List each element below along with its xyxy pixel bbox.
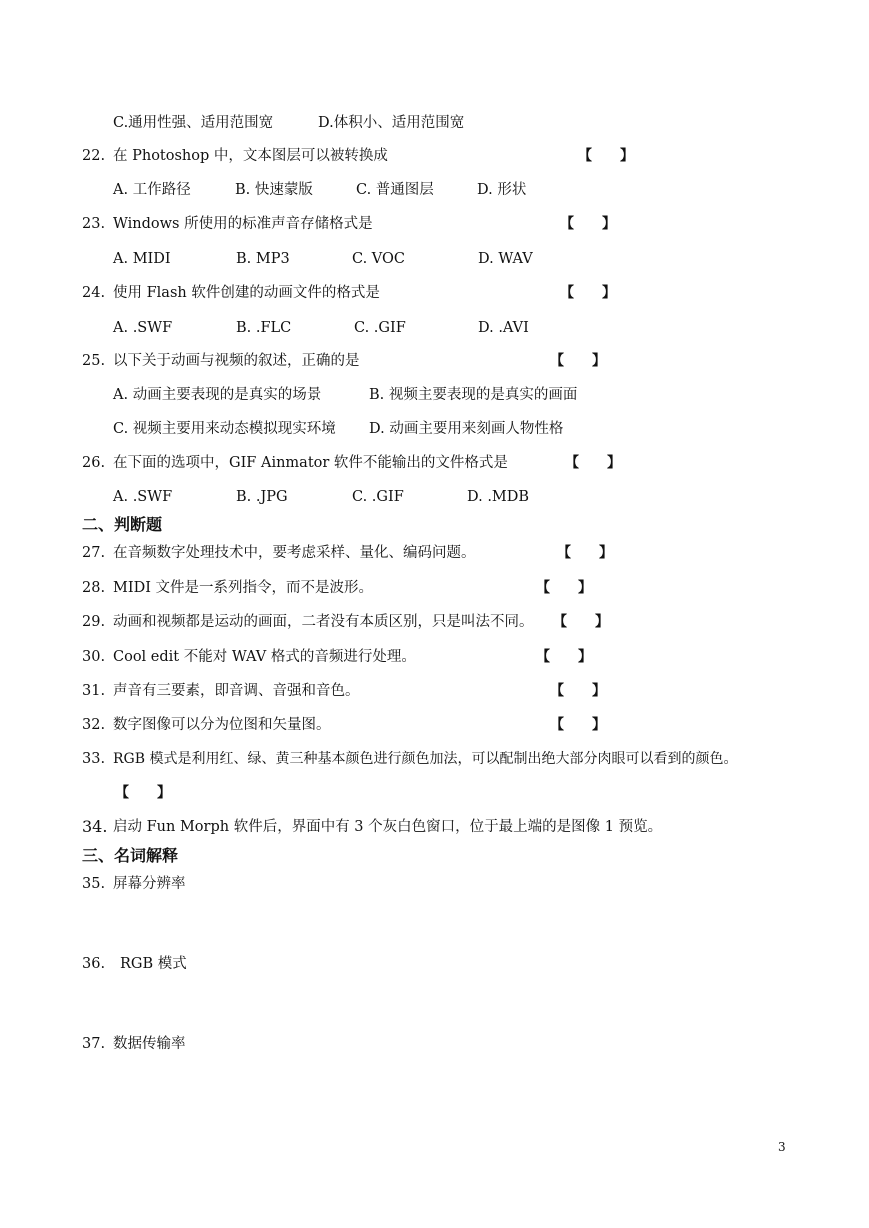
- question-number: 32.: [82, 717, 106, 733]
- question-text: 动画和视频都是运动的画面，二者没有本质区别，只是叫法不同。: [113, 614, 534, 630]
- answer-bracket: 【 】: [560, 285, 616, 301]
- question-number: 35.: [82, 876, 106, 892]
- option-a: A. MIDI: [113, 251, 171, 267]
- option-d: D. WAV: [478, 251, 533, 267]
- option-b: B. MP3: [236, 251, 290, 267]
- option-d: D.体积小、适用范围宽: [318, 115, 465, 131]
- question-text: Windows 所使用的标准声音存储格式是: [113, 216, 373, 232]
- question-text: 启动 Fun Morph 软件后，界面中有 3 个灰白色窗口，位于最上端的是图像 1 预览。: [113, 819, 663, 835]
- question-text: 以下关于动画与视频的叙述，正确的是: [113, 353, 360, 369]
- question-text: 声音有三要素，即音调、音强和音色。: [113, 683, 360, 699]
- answer-bracket: 【 】: [536, 580, 592, 596]
- question-number: 23.: [82, 216, 106, 232]
- question-number: 22.: [82, 148, 106, 164]
- answer-bracket: 【 】: [553, 614, 609, 630]
- question-number: 26.: [82, 455, 106, 471]
- option-c: C. 普通图层: [356, 182, 434, 198]
- option-c: C. .GIF: [354, 320, 406, 336]
- option-b: B. 快速蒙版: [235, 182, 313, 198]
- option-b: B. .JPG: [236, 489, 288, 505]
- question-number: 37.: [82, 1036, 106, 1052]
- question-text: 数据传输率: [113, 1036, 186, 1052]
- question-text: 在 Photoshop 中，文本图层可以被转换成: [113, 148, 388, 164]
- option-d: D. 形状: [477, 182, 527, 198]
- question-number: 24.: [82, 285, 106, 301]
- answer-bracket: 【 】: [560, 216, 616, 232]
- question-number: 28.: [82, 580, 106, 596]
- answer-bracket: 【 】: [536, 649, 592, 665]
- question-number: 36.: [82, 956, 106, 972]
- question-text: RGB 模式: [120, 956, 187, 972]
- option-d: D. 动画主要用来刻画人物性格: [369, 421, 564, 437]
- question-number: 29.: [82, 614, 106, 630]
- question-text: MIDI 文件是一系列指令，而不是波形。: [113, 580, 374, 596]
- answer-bracket: 【 】: [578, 148, 634, 164]
- option-d: D. .MDB: [467, 489, 530, 505]
- question-number: 31.: [82, 683, 106, 699]
- option-b: B. 视频主要表现的是真实的画面: [369, 387, 578, 403]
- answer-bracket: 【 】: [550, 683, 606, 699]
- question-text: RGB 模式是利用红、绿、黄三种基本颜色进行颜色加法，可以配制出绝大部分肉眼可以看到的颜色。: [113, 751, 738, 767]
- question-text: 使用 Flash 软件创建的动画文件的格式是: [113, 285, 380, 301]
- question-text: 数字图像可以分为位图和矢量图。: [113, 717, 331, 733]
- question-number: 33.: [82, 751, 106, 767]
- answer-bracket: 【 】: [115, 785, 171, 801]
- question-text: Cool edit 不能对 WAV 格式的音频进行处理。: [113, 649, 416, 665]
- question-text: 屏幕分辨率: [113, 876, 186, 892]
- option-a: A. .SWF: [113, 489, 173, 505]
- answer-bracket: 【 】: [550, 353, 606, 369]
- answer-bracket: 【 】: [550, 717, 606, 733]
- section-heading-true-false: 二、判断题: [82, 515, 163, 534]
- option-c: C. 视频主要用来动态模拟现实环境: [113, 421, 336, 437]
- question-text: 在音频数字处理技术中，要考虑采样、量化、编码问题。: [113, 545, 476, 561]
- question-number: 30.: [82, 649, 106, 665]
- option-a: A. 工作路径: [113, 182, 191, 198]
- answer-bracket: 【 】: [565, 455, 621, 471]
- answer-bracket: 【 】: [557, 545, 613, 561]
- option-c: C. VOC: [352, 251, 405, 267]
- section-heading-term-explanation: 三、名词解释: [82, 846, 179, 865]
- option-a: A. 动画主要表现的是真实的场景: [113, 387, 322, 403]
- question-number: 25.: [82, 353, 106, 369]
- page-number: 3: [778, 1140, 786, 1154]
- question-number: 34.: [82, 817, 108, 836]
- option-a: A. .SWF: [113, 320, 173, 336]
- question-text: 在下面的选项中，GIF Ainmator 软件不能输出的文件格式是: [113, 455, 508, 471]
- option-b: B. .FLC: [236, 320, 292, 336]
- option-c: C. .GIF: [352, 489, 404, 505]
- question-number: 27.: [82, 545, 106, 561]
- option-d: D. .AVI: [478, 320, 529, 336]
- option-c: C.通用性强、适用范围宽: [113, 115, 274, 131]
